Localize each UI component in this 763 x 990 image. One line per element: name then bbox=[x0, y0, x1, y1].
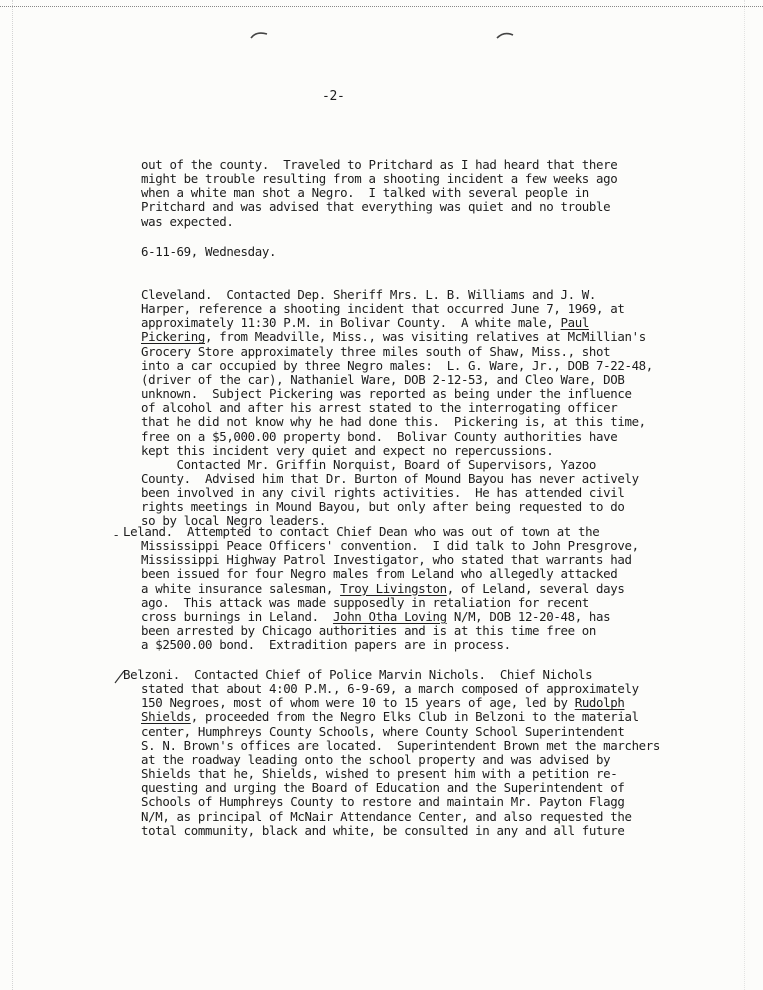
binding-mark-right bbox=[496, 30, 514, 40]
left-edge-shadow bbox=[2, 0, 13, 990]
text-line bbox=[141, 739, 660, 753]
text-line bbox=[141, 373, 624, 387]
text-segment: been issued for four Negro males from Leland who allegedly attacked bbox=[141, 566, 618, 582]
text-segment: center, Humphreys County Schools, where County School Superintendent bbox=[141, 723, 625, 739]
underlined-name: Troy Livingston bbox=[340, 580, 447, 596]
text-line bbox=[141, 500, 624, 514]
underlined-name: Paul bbox=[560, 315, 589, 331]
text-segment: stated that about 4:00 P.M., 6-9-69, a march composed of approximately bbox=[141, 681, 639, 697]
text-line bbox=[141, 345, 610, 359]
text-segment: was expected. bbox=[141, 213, 234, 229]
text-segment: kept this incident very quiet and expect no repercussions. bbox=[141, 442, 554, 458]
text-segment: rights meetings in Mound Bayou, but only after being requested to do bbox=[141, 499, 625, 515]
underlined-name: Shields bbox=[141, 709, 191, 725]
text-line bbox=[141, 582, 624, 596]
text-segment: Cleveland. Contacted Dep. Sheriff Mrs. L. B. Williams and J. W. bbox=[141, 287, 597, 302]
text-segment: so by local Negro leaders. bbox=[141, 513, 326, 529]
text-line bbox=[141, 387, 632, 401]
underlined-name: Rudolph bbox=[574, 695, 625, 711]
text-line bbox=[141, 359, 653, 373]
text-line bbox=[141, 158, 617, 172]
text-segment: when a white man shot a Negro. I talked with several people in bbox=[141, 185, 589, 201]
text-segment: S. N. Brown's offices are located. Superintendent Brown met the marchers bbox=[141, 737, 661, 753]
text-segment: ago. This attack was made supposedly in retaliation for recent bbox=[141, 594, 589, 610]
text-segment: Mississippi Highway Patrol Investigator, who stated that warrants had bbox=[141, 552, 632, 568]
text-line bbox=[141, 710, 639, 724]
text-line bbox=[141, 638, 511, 652]
text-line bbox=[141, 696, 624, 710]
text-segment: free on a $5,000.00 property bond. Bolivar County authorities have bbox=[141, 428, 618, 444]
text-line bbox=[141, 610, 610, 624]
text-segment: Grocery Store approximately three miles south of Shaw, Miss., shot bbox=[141, 343, 611, 359]
text-segment: into a car occupied by three Negro males: L. G. Ware, Jr., DOB 7-22-48, bbox=[141, 357, 653, 373]
text-line bbox=[141, 288, 596, 302]
page-number: -2- bbox=[322, 89, 345, 104]
text-line bbox=[141, 415, 646, 429]
text-line bbox=[141, 567, 617, 581]
margin-tick-leland: - bbox=[114, 528, 119, 542]
text-segment: Mississippi Peace Officers' convention. I did talk to John Presgrove, bbox=[141, 538, 639, 554]
text-segment: Harper, reference a shooting incident that occurred June 7, 1969, at bbox=[141, 301, 625, 317]
text-line bbox=[141, 753, 610, 767]
text-segment: unknown. Subject Pickering was reported as being under the influence bbox=[141, 386, 632, 402]
text-line bbox=[141, 245, 276, 259]
right-edge-shadow bbox=[744, 0, 763, 990]
underlined-name: John Otha Loving bbox=[332, 608, 447, 624]
text-line bbox=[141, 781, 624, 795]
text-segment: questing and urging the Board of Education and the Superintendent of bbox=[141, 780, 625, 796]
text-line bbox=[141, 186, 589, 200]
text-line bbox=[141, 430, 617, 444]
text-segment: , of Leland, several days bbox=[446, 580, 625, 596]
text-line bbox=[141, 472, 639, 486]
text-line bbox=[141, 824, 624, 838]
text-segment: Leland. Attempted to contact Chief Dean who was out of town at the bbox=[123, 524, 600, 539]
text-segment: N/M, as principal of McNair Attendance Center, and also requested the bbox=[141, 808, 632, 824]
text-segment: cross burnings in Leland. bbox=[141, 608, 333, 624]
text-segment: , from Meadville, Miss., was visiting relatives at McMillian's bbox=[205, 329, 646, 345]
text-line bbox=[141, 553, 632, 567]
text-line bbox=[141, 539, 639, 553]
text-segment: total community, black and white, be consulted in any and all future bbox=[141, 822, 625, 838]
text-line bbox=[141, 215, 233, 229]
text-line bbox=[141, 795, 624, 809]
text-segment: been arrested by Chicago authorities and is at this time free on bbox=[141, 623, 597, 639]
text-line bbox=[141, 401, 617, 415]
underlined-name: Pickering bbox=[141, 329, 205, 345]
text-segment: of alcohol and after his arrest stated to the interrogating officer bbox=[141, 400, 618, 416]
binding-mark-left bbox=[250, 30, 268, 40]
text-line bbox=[141, 316, 589, 330]
text-segment: been involved in any civil rights activities. He has attended civil bbox=[141, 485, 625, 501]
text-segment: (driver of the car), Nathaniel Ware, DOB 2-12-53, and Cleo Ware, DOB bbox=[141, 371, 625, 387]
text-segment: might be trouble resulting from a shooting incident a few weeks ago bbox=[141, 171, 618, 187]
text-segment: Belzoni. Contacted Chief of Police Marvin Nichols. Chief Nichols bbox=[123, 667, 593, 682]
text-segment: Pritchard and was advised that everything was quiet and no trouble bbox=[141, 199, 611, 215]
text-segment: approximately 11:30 P.M. in Bolivar County. A white male, bbox=[141, 315, 561, 331]
text-segment: out of the county. Traveled to Pritchard as I had heard that there bbox=[141, 157, 618, 172]
text-segment: a $2500.00 bond. Extradition papers are in process. bbox=[141, 637, 511, 653]
text-segment: County. Advised him that Dr. Burton of Mound Bayou has never actively bbox=[141, 470, 639, 486]
text-line bbox=[141, 200, 610, 214]
text-segment: N/M, DOB 12-20-48, has bbox=[446, 608, 611, 624]
text-line bbox=[141, 302, 624, 316]
text-line bbox=[123, 525, 599, 539]
text-segment: a white insurance salesman, bbox=[141, 580, 341, 596]
top-perforation bbox=[0, 0, 763, 7]
text-line bbox=[141, 458, 596, 472]
text-line bbox=[141, 486, 624, 500]
text-line bbox=[141, 596, 589, 610]
text-line bbox=[141, 624, 596, 638]
text-segment: Contacted Mr. Griffin Norquist, Board of Supervisors, Yazoo bbox=[141, 456, 597, 472]
text-line bbox=[141, 682, 639, 696]
text-segment: , proceeded from the Negro Elks Club in Belzoni to the material bbox=[190, 709, 639, 725]
text-segment: Schools of Humphreys County to restore and maintain Mr. Payton Flagg bbox=[141, 794, 625, 810]
text-segment: 6-11-69, Wednesday. bbox=[141, 244, 277, 259]
text-line bbox=[141, 725, 624, 739]
text-line bbox=[141, 444, 553, 458]
text-segment: 150 Negroes, most of whom were 10 to 15 years of age, led by bbox=[141, 695, 575, 711]
text-line bbox=[141, 767, 617, 781]
text-segment: at the roadway leading onto the school property and was advised by bbox=[141, 751, 611, 767]
text-line bbox=[123, 668, 592, 682]
text-line bbox=[141, 172, 617, 186]
margin-checkmark-belzoni bbox=[114, 670, 126, 684]
text-line bbox=[141, 810, 632, 824]
text-segment: that he did not know why he had done this. Pickering is, at this time, bbox=[141, 414, 646, 430]
text-segment: Shields that he, Shields, wished to present him with a petition re- bbox=[141, 766, 618, 782]
text-line bbox=[141, 330, 646, 344]
